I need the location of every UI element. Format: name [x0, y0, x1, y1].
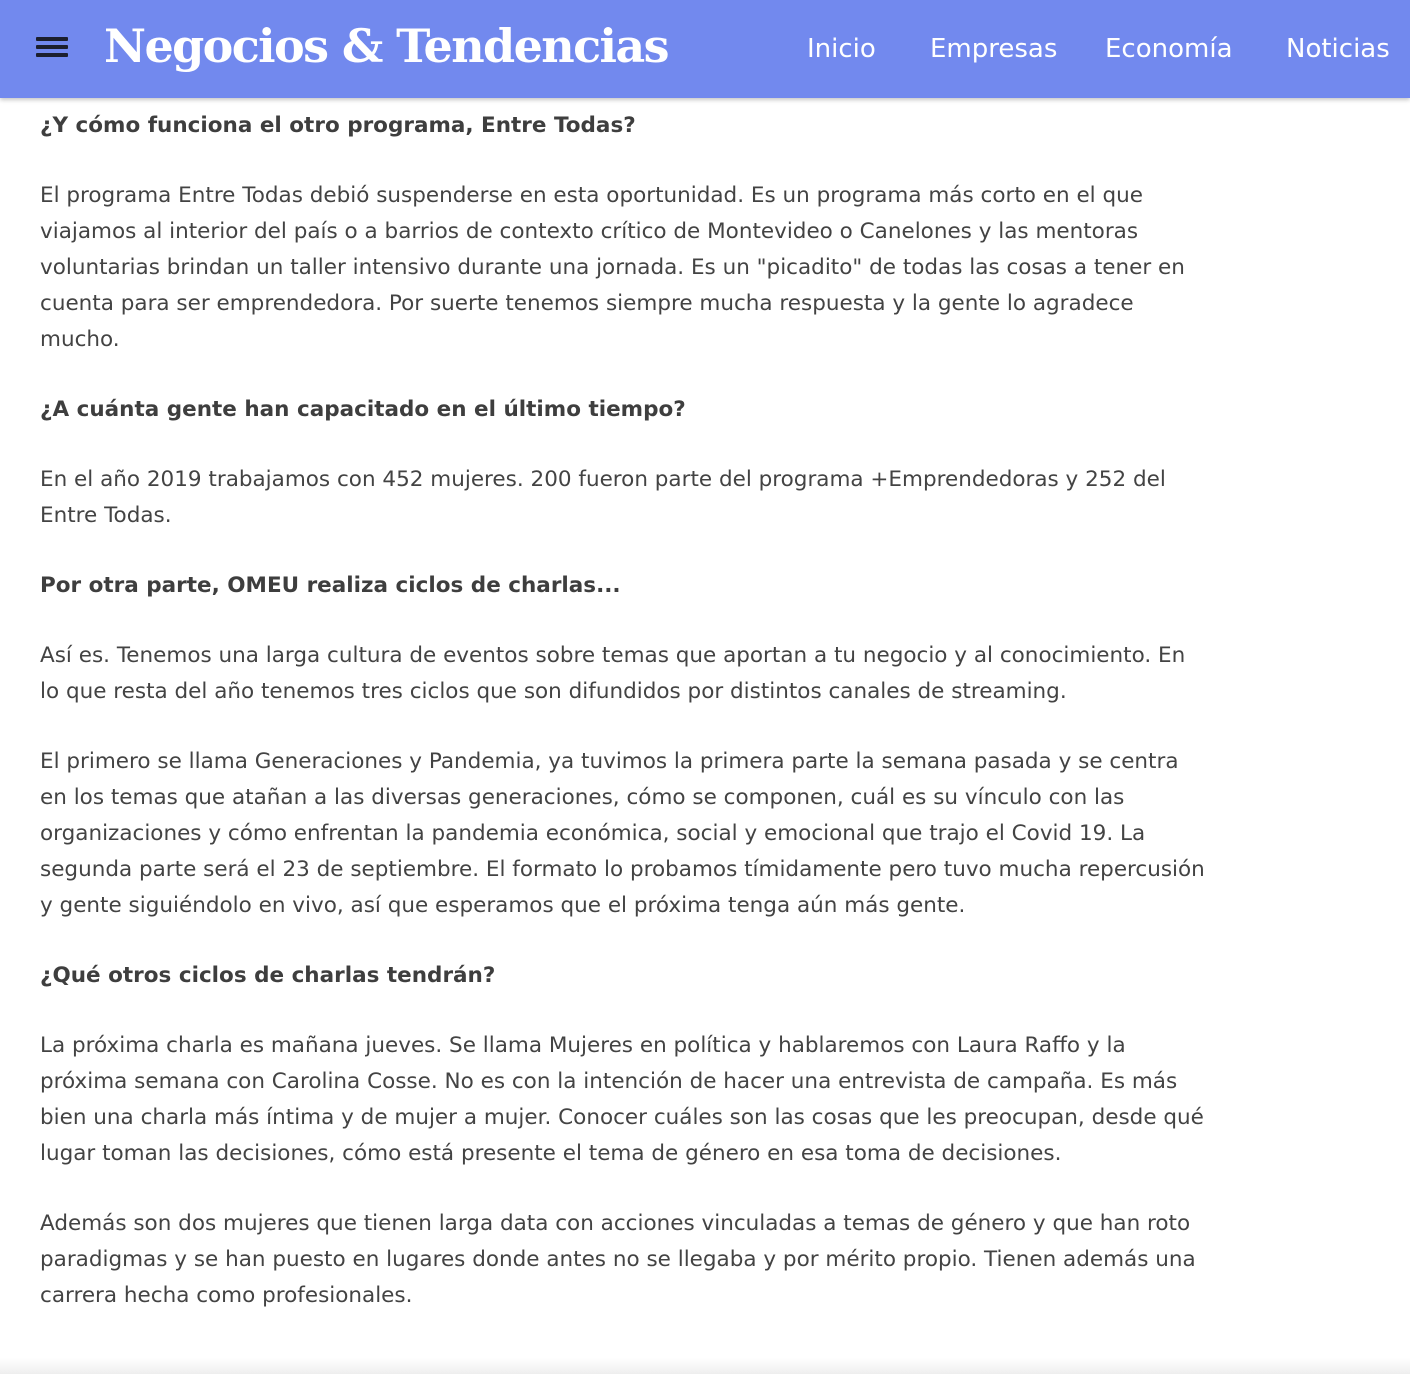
interview-answer: El primero se llama Generaciones y Pandemia, ya tuvimos la primera parte la semana pasada y se centra en los temas que atañan a las diversas generaciones, cómo se componen, cuál es su vínculo con las organizaciones y cómo enfrentan la pandemia económica, social y emocional que trajo el Covid 19. La segunda parte será el 23 de septiembre. El formato lo probamos tímidamente pero tuvo mucha repercusión y gente siguiéndolo en vivo, así que esperamos que el próxima tenga aún más gente.	[40, 749, 1205, 918]
nav-link-economia[interactable]: Economía	[1105, 34, 1233, 64]
nav-link-inicio[interactable]: Inicio	[807, 34, 876, 64]
interview-question: Por otra parte, OMEU realiza ciclos de charlas...	[40, 573, 621, 598]
interview-answer: En el año 2019 trabajamos con 452 mujeres. 200 fueron parte del programa +Emprendedoras y 252 del Entre Todas.	[40, 467, 1166, 528]
interview-answer: El programa Entre Todas debió suspenderse en esta oportunidad. Es un programa más corto en el que viajamos al interior del país o a barrios de contexto crítico de Montevideo o Canelones y las mentoras voluntarias brindan un taller intensivo durante una jornada. Es un "picadito" de todas las cosas a tener en cuenta para ser emprendedora. Por suerte tenemos siempre mucha respuesta y la gente lo agradece mucho.	[40, 183, 1185, 352]
bottom-fade	[0, 1358, 1410, 1374]
nav-link-empresas[interactable]: Empresas	[930, 34, 1058, 64]
main-nav	[0, 30, 1410, 68]
interview-question: ¿A cuánta gente han capacitado en el último tiempo?	[40, 397, 686, 422]
article-body	[40, 108, 1210, 1348]
interview-answer: Así es. Tenemos una larga cultura de eventos sobre temas que aportan a tu negocio y al conocimiento. En lo que resta del año tenemos tres ciclos que son difundidos por distintos canales de streaming.	[40, 643, 1186, 704]
nav-link-noticias[interactable]: Noticias	[1286, 34, 1390, 64]
interview-question: ¿Y cómo funciona el otro programa, Entre Todas?	[40, 113, 636, 138]
interview-answer: La próxima charla es mañana jueves. Se llama Mujeres en política y hablaremos con Laura Raffo y la próxima semana con Carolina Cosse. No es con la intención de hacer una entrevista de campaña. Es más bien una charla más íntima y de mujer a mujer. Conocer cuáles son las cosas que les preocupan, desde qué lugar toman las decisiones, cómo está presente el tema de género en esa toma de decisiones.	[40, 1033, 1204, 1166]
interview-question: ¿Qué otros ciclos de charlas tendrán?	[40, 963, 496, 988]
site-logo[interactable]: Negocios & Tendencias	[104, 19, 668, 73]
interview-answer: Además son dos mujeres que tienen larga data con acciones vinculadas a temas de género y que han roto paradigmas y se han puesto en lugares donde antes no se llegaba y por mérito propio. Tienen además una carrera hecha como profesionales.	[40, 1211, 1196, 1308]
site-header	[0, 0, 1410, 98]
